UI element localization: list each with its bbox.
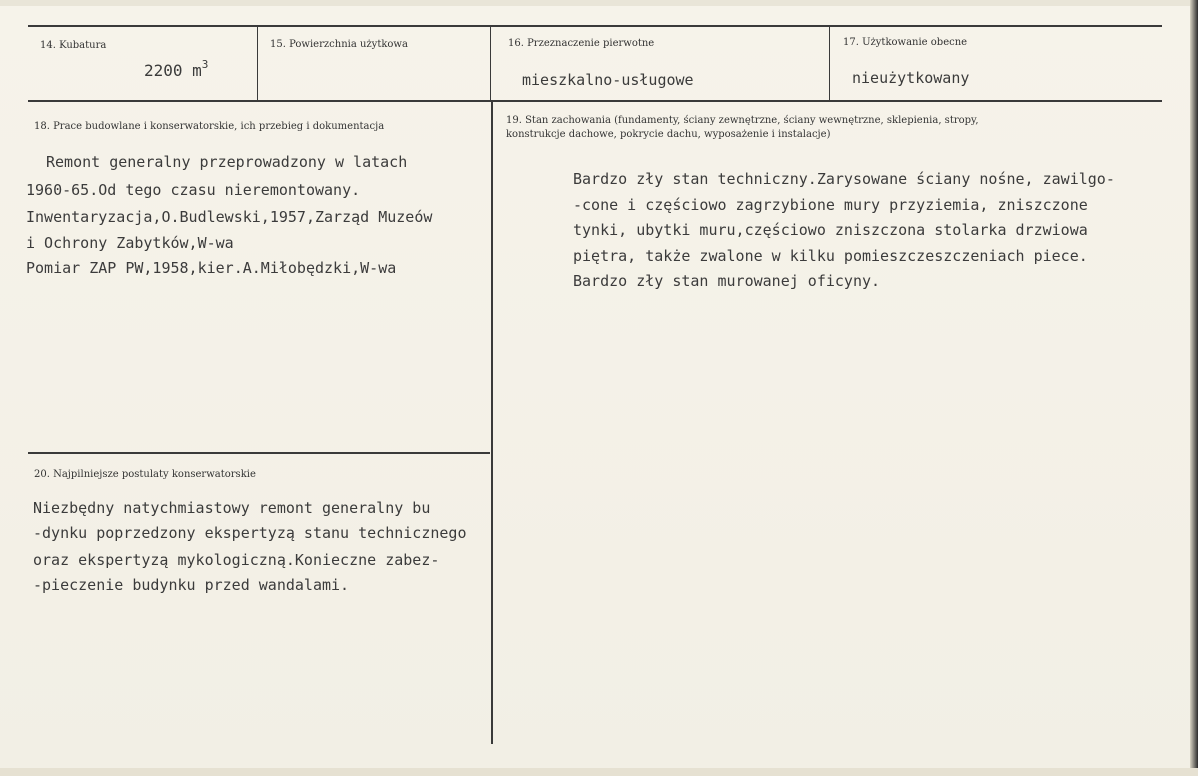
field-20-label: 20. Najpilniejsze postulaty konserwatorskie xyxy=(34,469,256,480)
field-18-line: 1960-65.Od tego czasu nieremontowany. xyxy=(26,181,361,199)
card-bottom-edge xyxy=(0,768,1198,776)
field-18-line: i Ochrony Zabytków,W-wa xyxy=(26,234,234,252)
field-14-label: 14. Kubatura xyxy=(40,40,107,51)
field-19-line: piętra, także zwalone w kilku pomieszczeszczeniach piece. xyxy=(573,247,1088,265)
divider-15-16 xyxy=(490,27,491,101)
field-17-label: 17. Użytkowanie obecne xyxy=(843,37,968,48)
field-15-label: 15. Powierzchnia użytkowa xyxy=(270,39,408,50)
field-18-line: Pomiar ZAP PW,1958,kier.A.Miłobędzki,W-wa xyxy=(26,259,397,277)
field-14-value-text: 2200 m xyxy=(144,61,202,80)
field-19-line: Bardzo zły stan techniczny.Zarysowane ściany nośne, zawilgo- xyxy=(573,170,1115,188)
row1-bottom-line xyxy=(28,100,1162,102)
field-18-line: Inwentaryzacja,O.Budlewski,1957,Zarząd Muzeów xyxy=(26,208,433,226)
field-16-value: mieszkalno-usługowe xyxy=(522,71,694,89)
divider-main-column xyxy=(491,101,493,744)
divider-18-20 xyxy=(28,452,490,454)
card-right-edge xyxy=(1190,0,1198,776)
field-14-value xyxy=(144,58,208,86)
field-19-label-line1: 19. Stan zachowania (fundamenty, ściany zewnętrzne, ściany wewnętrzne, sklepienia, stropy, xyxy=(506,115,979,126)
divider-16-17 xyxy=(829,27,830,101)
field-19-line: Bardzo zły stan murowanej oficyny. xyxy=(573,272,881,290)
field-19-label-line2: konstrukcje dachowe, pokrycie dachu, wyposażenie i instalacje) xyxy=(506,129,831,140)
field-20-line: Niezbędny natychmiastowy remont generalny bu xyxy=(33,499,431,517)
field-19-line: -cone i częściowo zagrzybione mury przyziemia, zniszczone xyxy=(573,196,1088,214)
field-14-value-superscript: 3 xyxy=(201,58,209,71)
divider-14-15 xyxy=(257,27,258,101)
field-19-line: tynki, ubytki muru,częściowo zniszczona stolarka drzwiowa xyxy=(573,221,1088,239)
field-16-label: 16. Przeznaczenie pierwotne xyxy=(508,38,655,49)
field-18-line: Remont generalny przeprowadzony w latach xyxy=(46,153,408,171)
field-18-label: 18. Prace budowlane i konserwatorskie, ich przebieg i dokumentacja xyxy=(34,121,385,132)
field-17-value: nieużytkowany xyxy=(852,69,970,87)
top-border-line xyxy=(28,25,1162,27)
field-20-line: oraz ekspertyzą mykologiczną.Konieczne zabez- xyxy=(33,551,440,569)
field-20-line: -pieczenie budynku przed wandalami. xyxy=(33,576,350,594)
field-20-line: -dynku poprzedzony ekspertyzą stanu technicznego xyxy=(33,524,467,542)
card-top-edge xyxy=(0,0,1198,6)
